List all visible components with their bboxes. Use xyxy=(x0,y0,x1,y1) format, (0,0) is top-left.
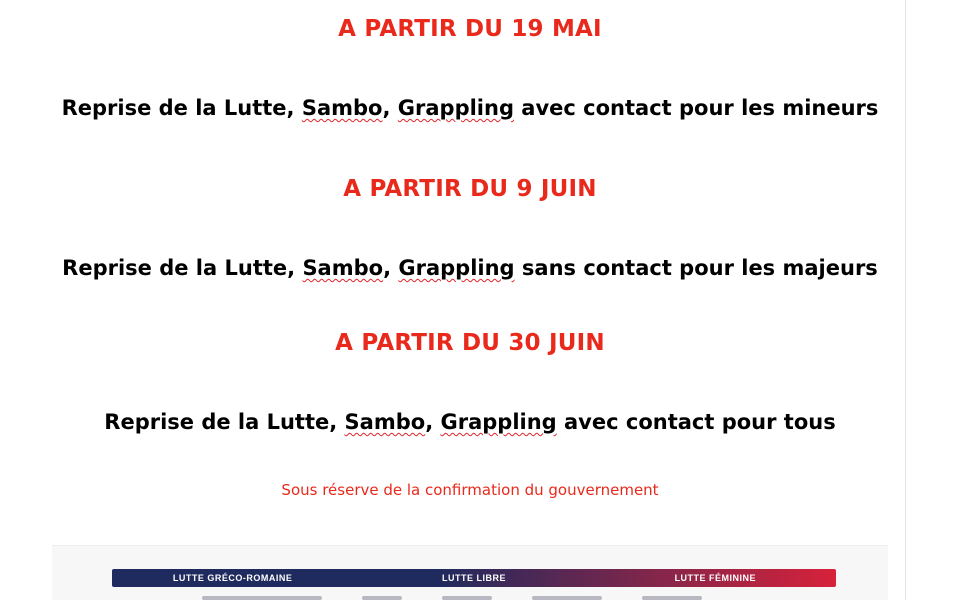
announcement-line-1 xyxy=(0,96,940,120)
government-confirmation-note: Sous réserve de la confirmation du gouvernement xyxy=(281,481,659,499)
band-label-greco-romaine: LUTTE GRÉCO-ROMAINE xyxy=(172,573,293,583)
band-label-lutte-libre: LUTTE LIBRE xyxy=(441,573,506,583)
cut-off-text xyxy=(202,596,322,600)
announcement-line-3 xyxy=(0,410,940,434)
line-text: , xyxy=(382,96,398,120)
poster-cut-off-row xyxy=(202,596,762,600)
line-text: avec contact pour tous xyxy=(556,410,836,434)
cut-off-text xyxy=(442,596,492,600)
spellcheck-word-grappling: Grappling xyxy=(440,410,557,434)
cut-off-text xyxy=(362,596,402,600)
heading-30-juin: A PARTIR DU 30 JUIN xyxy=(335,330,605,356)
spellcheck-word-sambo: Sambo xyxy=(301,96,383,120)
line-text: avec contact pour les mineurs xyxy=(514,96,879,120)
spellcheck-word-grappling: Grappling xyxy=(398,256,515,280)
heading-19-mai: A PARTIR DU 19 MAI xyxy=(338,16,602,42)
heading-9-juin: A PARTIR DU 9 JUIN xyxy=(343,176,597,202)
line-text: , xyxy=(383,256,399,280)
band-label-lutte-feminine: LUTTE FÉMININE xyxy=(674,573,757,583)
cut-off-text xyxy=(642,596,702,600)
announcement-line-2 xyxy=(0,256,940,280)
line-text: Reprise de la Lutte, xyxy=(104,410,345,434)
discipline-band xyxy=(112,569,836,587)
embedded-poster-image xyxy=(52,545,888,600)
spellcheck-word-sambo: Sambo xyxy=(344,410,426,434)
cut-off-text xyxy=(532,596,602,600)
page-edge xyxy=(905,0,906,600)
spellcheck-word-sambo: Sambo xyxy=(302,256,384,280)
spellcheck-word-grappling: Grappling xyxy=(397,96,514,120)
line-text: , xyxy=(425,410,441,434)
line-text: Reprise de la Lutte, xyxy=(62,256,303,280)
line-text: Reprise de la Lutte, xyxy=(61,96,302,120)
line-text: sans contact pour les majeurs xyxy=(514,256,878,280)
